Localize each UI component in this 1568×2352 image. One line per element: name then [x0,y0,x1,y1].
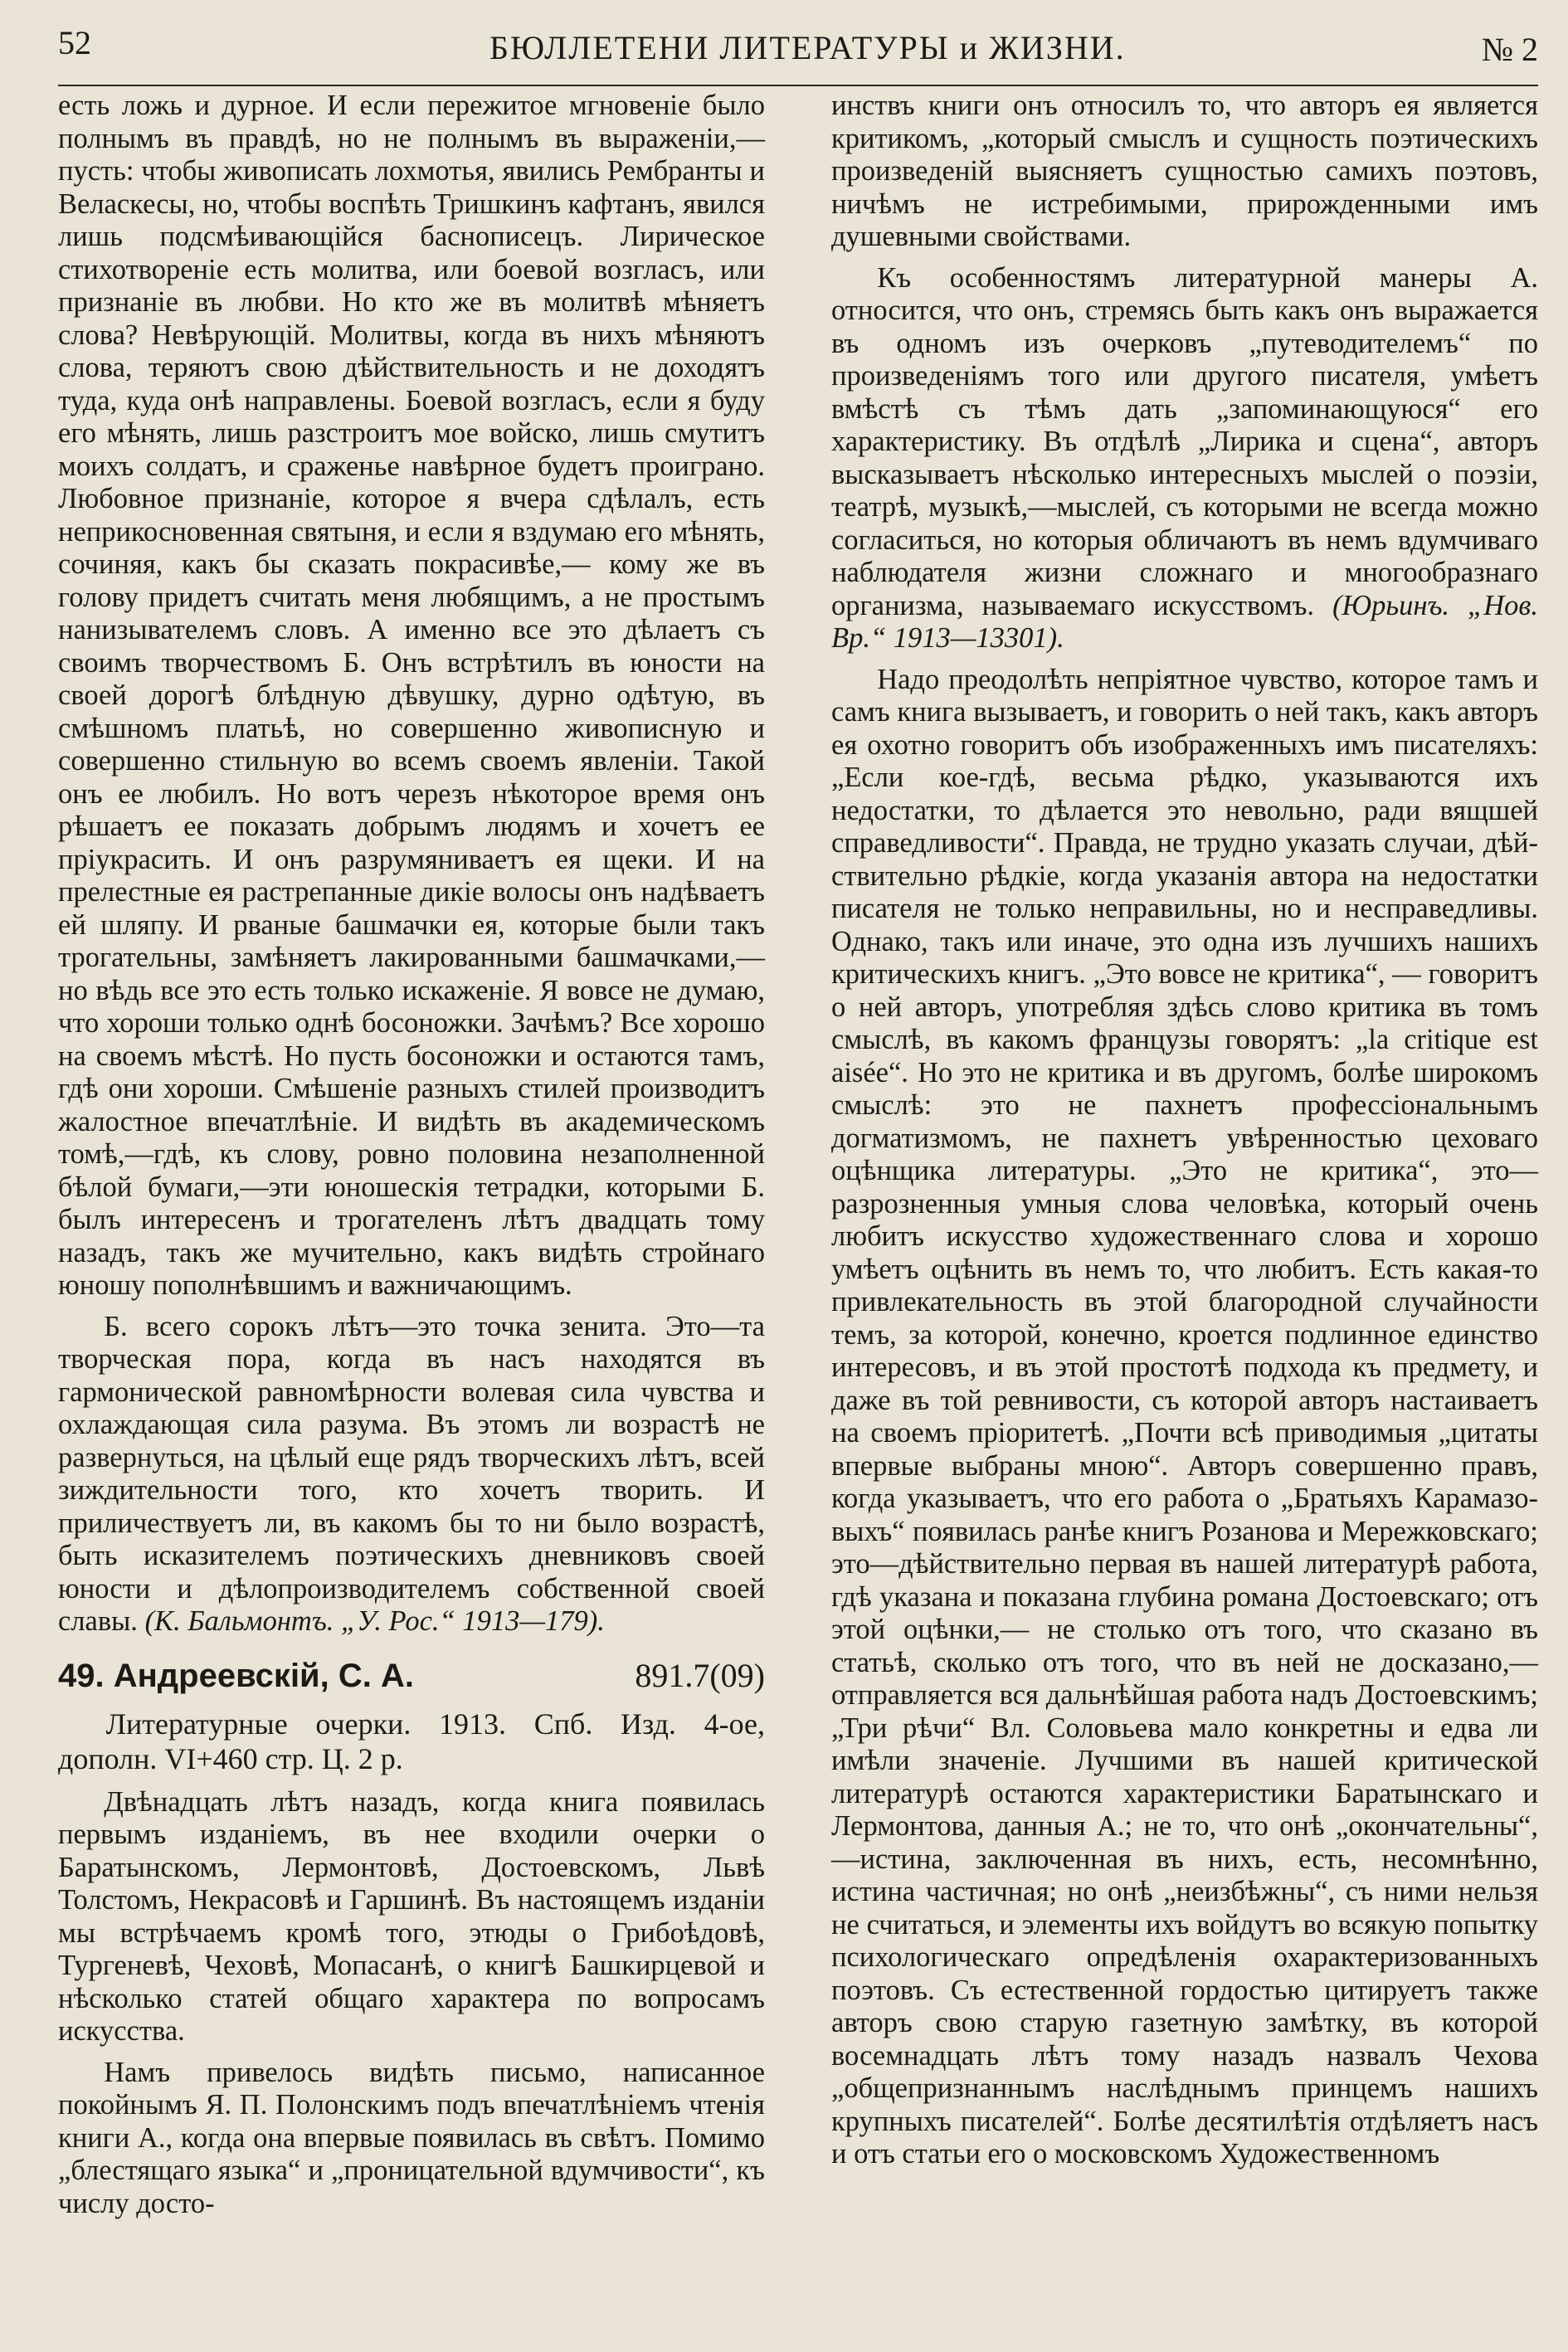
classification-code: 891.7(09) [635,1656,765,1694]
paragraph: Намъ привелось видѣть письмо, написанное покойнымъ Я. П. Полонскимъ подъ впечатлѣніемъ чтенія книги А., когда она впервые появилась въ свѣтъ. Помимо „блестящаго языка“ и „проницательной вдумчивости“, къ числу досто- [58,2056,765,2219]
paragraph: есть ложь и дурное. И если пережитое мгновеніе было полнымъ въ правдѣ, но не полнымъ въ выраженіи,—пусть: чтобы живописать лохмотья, явились Рембранты и Веласкесы, но, чтобы воспѣть Тришкинъ кафтанъ, явился лишь подсмѣивающійся баснописецъ. Лирическое стихотвореніе есть молитва, или боевой возгласъ, или признаніе въ любви. Но кто же въ молитвѣ мѣняетъ слова? Невѣрующій. Молитвы, когда въ нихъ мѣняютъ слова, теряютъ свою дѣйствительность и не доходятъ туда, куда онѣ направлены. Боевой возгласъ, если я буду его мѣнять, лишь разстроитъ мое войско, лишь смутитъ моихъ солдатъ, и сраженье навѣрное будетъ проиграно. Любовное признаніе, которое я вчера сдѣлалъ, есть неприкосновенная святыня, и если я вздумаю его мѣнять, сочиняя, какъ бы сказать покрасивѣе,— кому же въ голову придетъ считать меня любящимъ, а не простымъ нанизывателемъ словъ. А именно все это дѣлаетъ съ своимъ творчествомъ Б. Онъ встрѣтилъ въ юности на своей дорогѣ блѣдную дѣвушку, дурно одѣтую, въ смѣшномъ платьѣ, но совершенно живописную и совершенно стильную во всемъ своемъ явленіи. Такой онъ ее любилъ. Но вотъ черезъ нѣкоторое время онъ рѣшаетъ ее показать добрымъ людямъ и хочетъ ее пріукрасить. И онъ разрумяниваетъ ея щеки. И на прелестные ея растрепанные дикіе волосы онъ надѣваетъ ей шляпу. И рваные башмачки ея, которые были такъ трогательны, замѣняетъ лакированными башмачками,—но вѣдь все это есть только искаженіе. Я вовсе не думаю, что хороши только однѣ босоножки. Зачѣмъ? Все хорошо на своемъ мѣстѣ. Но пусть босоножки и остаются тамъ, гдѣ они хороши. Смѣшеніе разныхъ стилей производитъ жалостное впечатлѣніе. И видѣть въ академическомъ томѣ,—гдѣ, къ слову, ровно половина незаполненной бѣлой бумаги,—эти юношескія тетрадки, которыми Б. былъ интересенъ и трогателенъ лѣтъ двадцать тому назадъ, такъ же мучительно, какъ видѣть стройнаго юношу пополнѣвшимъ и важничающимъ. [58,90,765,1301]
source-citation: (К. Бальмонтъ. „У. Рос.“ 1913—179). [144,1605,605,1637]
paragraph-text: Къ особенностямъ литературной манеры А. относится, что онъ, стремясь быть какъ онъ выражается въ одномъ изъ очерковъ „путеводителемъ“ по произведеніямъ того или другого писателя, умѣетъ вмѣстѣ съ тѣмъ дать „запоминающуюся“ его характеристику. Въ отдѣлѣ „Лирика и сцена“, авторъ высказываетъ нѣсколько интересныхъ мыслей о поэзіи, театрѣ, музыкѣ,—мыслей, съ которыми не всегда можно согласиться, но которыя обличаютъ въ немъ вдумчиваго наблюдателя жизни сложнаго и многообразнаго организма, называемаго искусствомъ. [831,261,1538,621]
paragraph [58,1311,765,1639]
left-column [58,90,765,2228]
paragraph: Двѣнадцать лѣтъ назадъ, когда книга появилась первымъ изданіемъ, въ нее входили очерки о Баратынскомъ, Лермонтовѣ, Достоевскомъ, Львѣ Толстомъ, Некрасовѣ и Гаршинѣ. Въ настоящемъ изданіи мы встрѣчаемъ кромѣ того, этюды о Грибоѣдовѣ, Тургеневѣ, Чеховѣ, Мопасанѣ, о книгѣ Башкирцевой и нѣсколько статей общаго характера по вопросамъ искусства. [58,1785,765,2047]
running-title: БЮЛЛЕТЕНИ ЛИТЕРАТУРЫ и ЖИЗНИ. [489,29,1126,66]
paragraph [831,262,1538,655]
bibliographic-info: Литературные очерки. 1913. Спб. Изд. 4-ое, дополн. VI+460 стр. Ц. 2 р. [58,1707,765,1775]
entry-number-author: 49. Андреевскій, С. А. [58,1657,414,1694]
right-column [831,90,1538,2228]
entry-heading [58,1657,765,1695]
issue-number: № 2 [1481,31,1538,68]
page-header [58,23,1538,86]
paragraph: Надо преодолѣть непріятное чувство, которое тамъ и самъ книга вызываетъ, и говорить о ней такъ, какъ авторъ ея охотно говоритъ объ изображенныхъ имъ писателяхъ: „Если кое-гдѣ, весьма рѣдко, указываются ихъ недостатки, то дѣлается это невольно, ради вящшей справедливости“. Правда, не трудно указать случаи, дѣйствительно рѣдкіе, когда указанія автора на недостатки писателя не только неправильны, но и несправедливы. Однако, такъ или иначе, это одна изъ лучшихъ нашихъ критическихъ книгъ. „Это вовсе не критика“, — говоритъ о ней авторъ, употребляя здѣсь слово критика въ томъ смыслѣ, въ какомъ французы говорятъ: „la critique est aisée“. Но это не критика и въ другомъ, болѣе широкомъ смыслѣ: это не пахнетъ профессіональнымъ догматизмомъ, не пахнетъ увѣренностью цеховаго оцѣнщика литературы. „Это не критика“, это—разрозненныя умныя слова человѣка, который очень любитъ искусство художественнаго слова и хорошо умѣетъ оцѣнить въ немъ то, что любитъ. Есть какая-то привлекательность въ этой благородной случайности темъ, за которой, конечно, кроется подлинное единство интересовъ, и въ этой простотѣ подхода къ предмету, и даже въ той ревнивости, съ которой авторъ настаиваетъ на своемъ пріоритетѣ. „Почти всѣ приводимыя „цитаты впервые выбраны мною“. Авторъ совершенно правъ, когда указываетъ, что его работа о „Братьяхъ Карамазовыхъ“ появилась ранѣе книгъ Розанова и Мережковскаго; это—дѣйствительно первая въ нашей литературѣ работа, гдѣ указана и показана глубина романа Достоевскаго; отъ этой оцѣнки,— не столько отъ того, что сказано въ статьѣ, сколько отъ того, что въ ней не досказано,— отправляется вся дальнѣйшая работа надъ Достоевскимъ; „Три рѣчи“ Вл. Соловьева мало конкретны и едва ли имѣли значеніе. Лучшими въ нашей критической литературѣ остаются характеристики Баратынскаго и Лермонтова, данныя А.; не то, что онѣ „окончательны“,—истина, заключенная въ нихъ, есть, несомнѣнно, истина частичная; но онѣ „неизбѣжны“, съ ними нельзя не считаться, и элементы ихъ войдутъ во всякую попытку психологическаго опредѣленія охарактеризованныхъ поэтовъ. Съ естественной гордостью цитируетъ также авторъ свою старую газетную замѣтку, въ которой восемнадцать лѣтъ тому назадъ назвалъ Чехова „общепризнаннымъ наслѣднымъ принцемъ нашихъ крупныхъ писателей“. Болѣе десятилѣтія отдѣляетъ насъ и отъ статьи его о московскомъ Художественномъ [831,663,1538,2169]
source-citation: (Юрьинъ. „Нов. Вр.“ 1913—13301). [831,589,1538,654]
page-number: 52 [58,24,91,61]
text-columns [58,90,1538,2228]
paragraph: инствъ книги онъ относилъ то, что авторъ ея является критикомъ, „который смыслъ и сущность поэтическихъ произведеній выясняетъ сущностью самихъ поэтовъ, ничѣмъ не истребимыми, прирожденными имъ душевными свойствами. [831,90,1538,252]
paragraph-text: Б. всего сорокъ лѣтъ—это точка зенита. Это—та творческая пора, когда въ насъ находятся въ гармонической равномѣрности волевая сила чувства и охлаждающая сила разума. Въ этомъ ли возрастѣ не развернуться, на цѣлый еще рядъ творческихъ лѣтъ, всей зиждительности того, кто хочетъ творить. И приличествуетъ ли, въ какомъ бы то ни было возрастѣ, быть исказителемъ поэтическихъ дневниковъ своей юности и дѣлопроизводителемъ собственной своей славы. [58,1310,765,1637]
